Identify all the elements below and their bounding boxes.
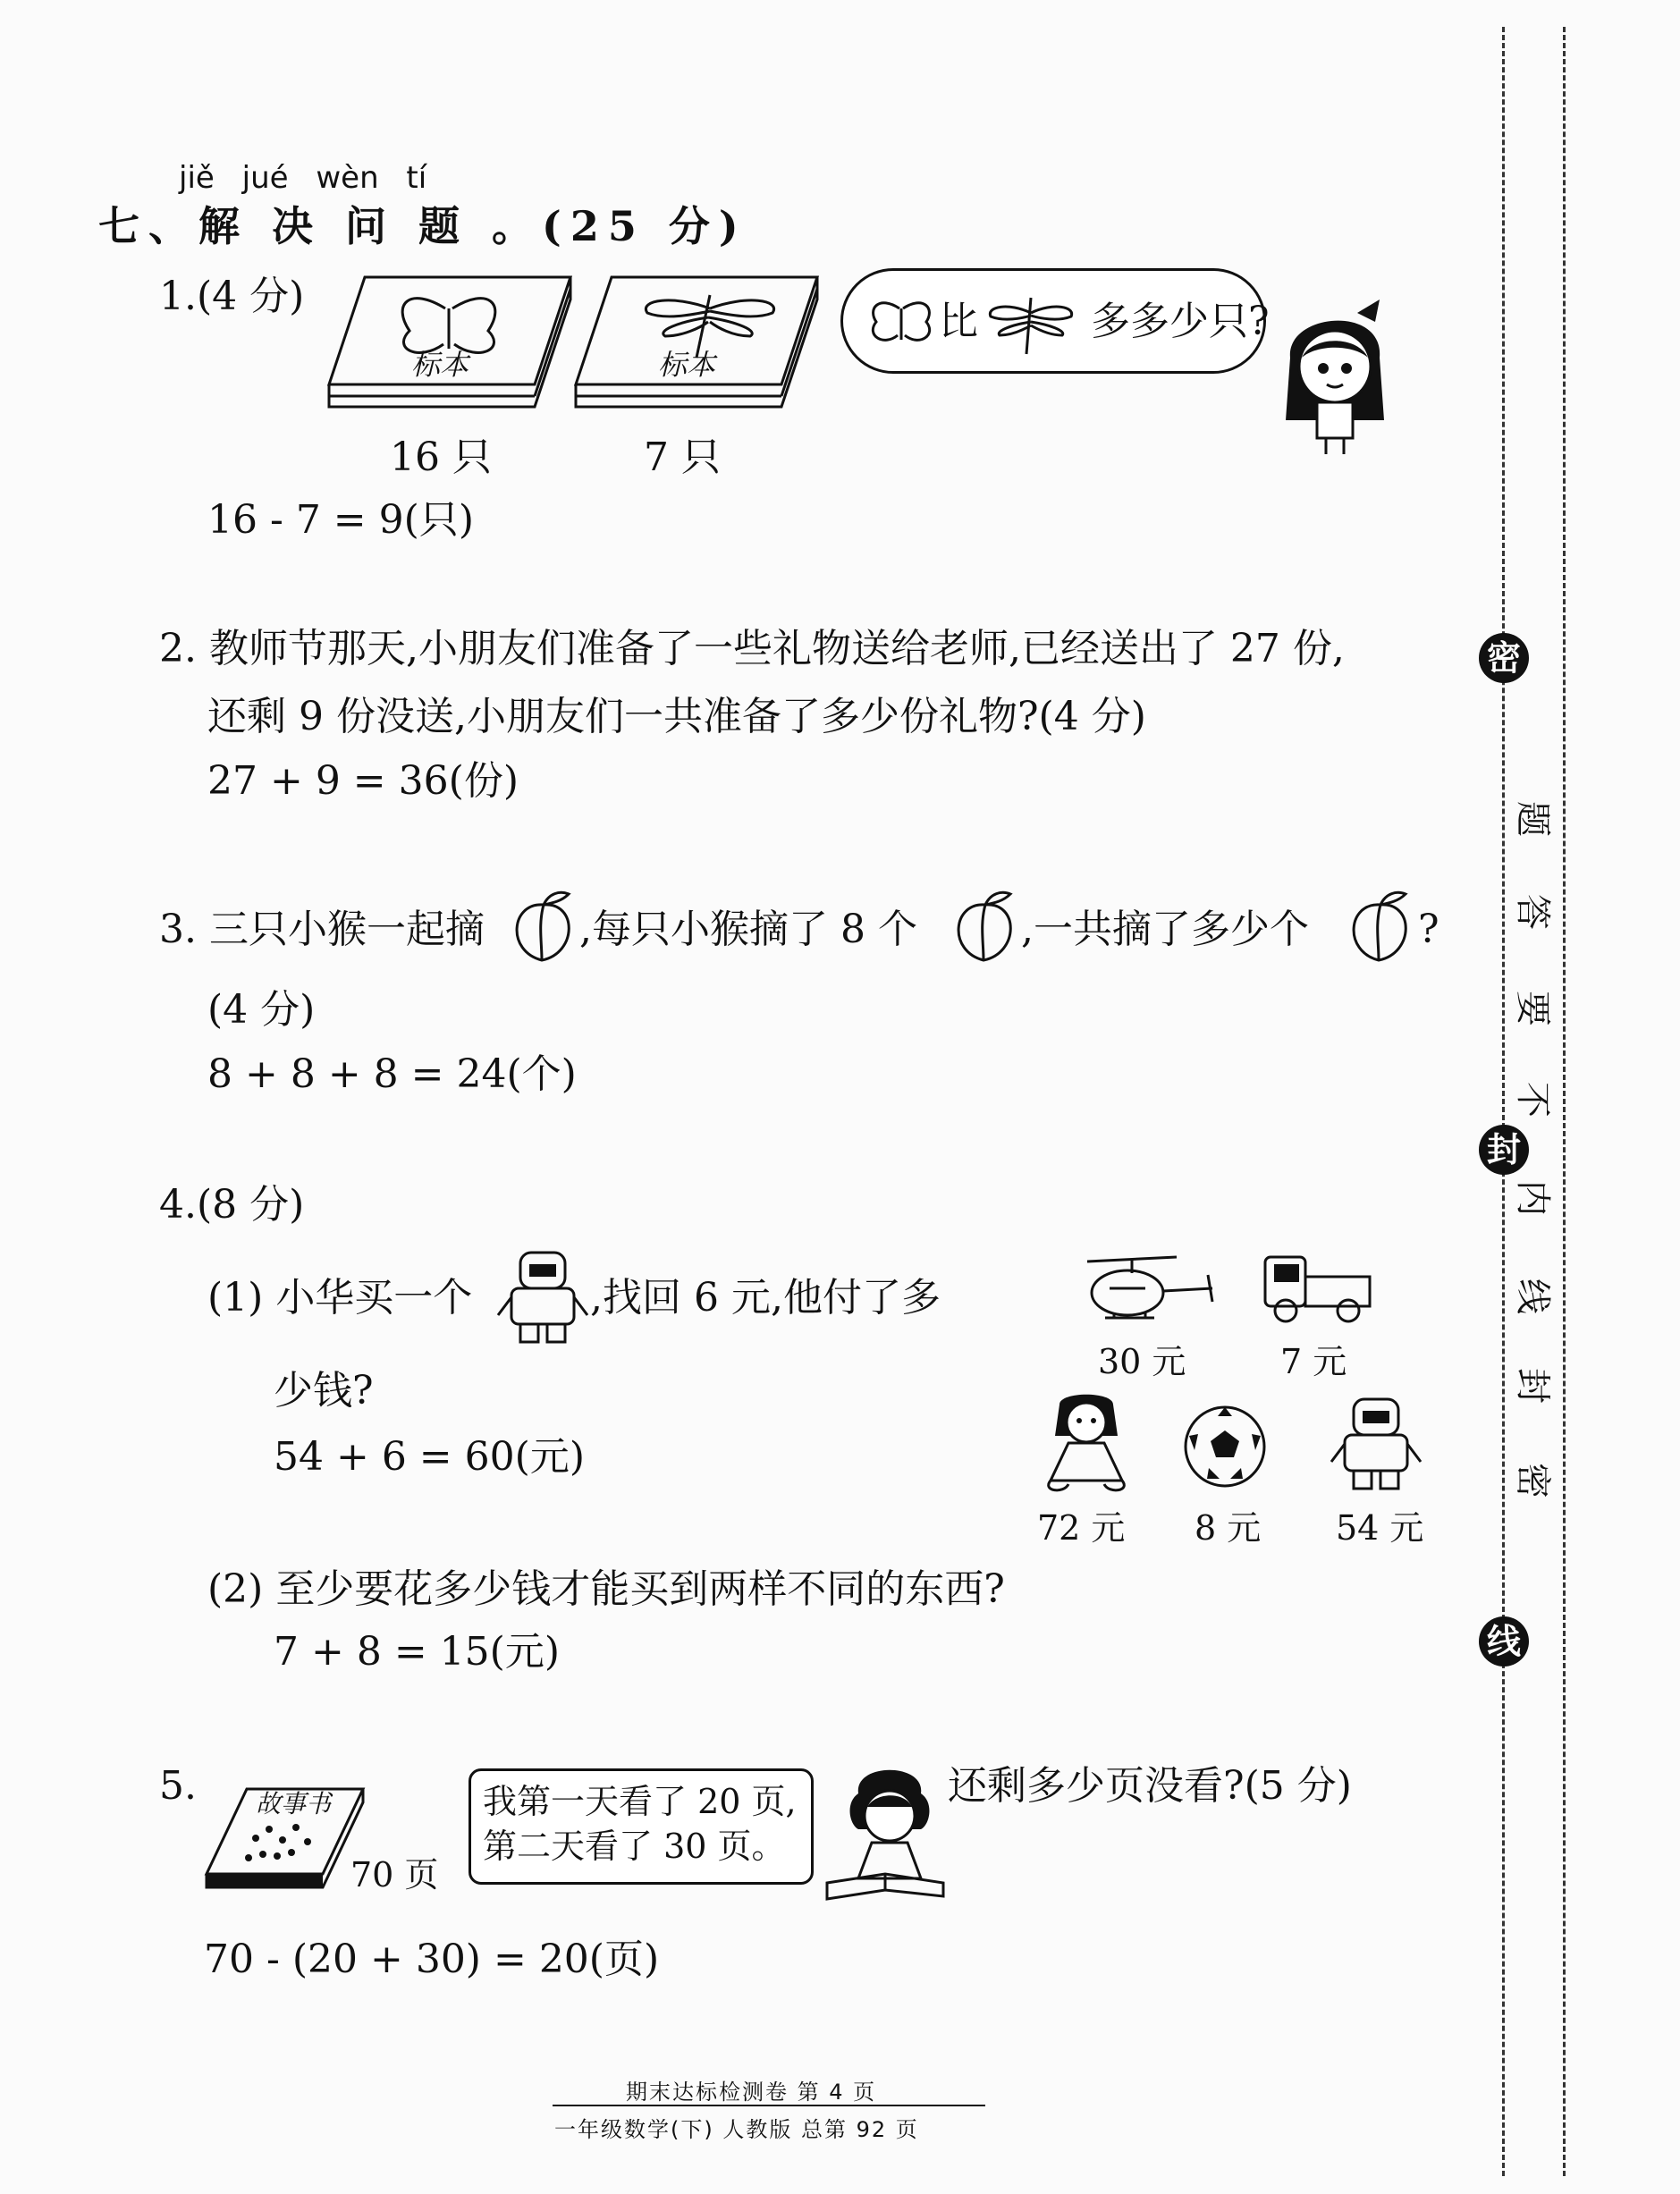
- reading-girl-icon: [823, 1767, 948, 1910]
- price-helicopter: 30 元: [1098, 1342, 1186, 1381]
- q1-book1-label: 标本: [411, 348, 469, 382]
- q4-sub2-text: (2) 至少要花多少钱才能买到两样不同的东西?: [207, 1566, 1005, 1612]
- doll-icon: [1037, 1391, 1135, 1498]
- q4-sub1-answer: 54 + 6 = 60(元): [274, 1434, 585, 1480]
- q3-score: (4 分): [207, 987, 316, 1033]
- margin-notice-char: 题: [1512, 801, 1553, 837]
- margin-notice-char: 内: [1512, 1180, 1553, 1216]
- specimen-book-butterfly-icon: [329, 268, 579, 420]
- soccer-ball-icon: [1182, 1404, 1268, 1489]
- q5-speech-line2: 第二天看了 30 页。: [483, 1827, 786, 1866]
- footer-line2: 一年级数学(下) 人教版 总第 92 页: [554, 2117, 919, 2142]
- q2-line2: 还剩 9 份没送,小朋友们一共准备了多少份礼物?(4 分): [207, 694, 1146, 739]
- seal-line-dashed: [1563, 27, 1566, 2176]
- seal-line-dashed: [1502, 27, 1505, 2176]
- truck-icon: [1261, 1248, 1377, 1329]
- margin-notice-char: 线: [1512, 1278, 1553, 1314]
- q5-answer: 70 - (20 + 30) = 20(页): [204, 1937, 660, 1982]
- q4-sub1-text-b: ,找回 6 元,他付了多: [590, 1275, 941, 1321]
- seal-mark-xian: 线: [1479, 1616, 1529, 1667]
- footer-line1: 期末达标检测卷 第 4 页: [626, 2080, 877, 2105]
- margin-notice-char: 不: [1512, 1082, 1553, 1118]
- footer-divider: [553, 2105, 985, 2106]
- robot-icon: [494, 1248, 592, 1346]
- price-robot: 54 元: [1336, 1508, 1424, 1548]
- q4-sub2-answer: 7 + 8 = 15(元): [274, 1629, 560, 1675]
- butterfly-icon: [865, 295, 937, 349]
- seal-mark-mi: 密: [1479, 633, 1529, 683]
- margin-notice-char: 密: [1512, 1463, 1553, 1498]
- q1-book1-count: 16 只: [390, 435, 492, 480]
- q3-text-part1: 3. 三只小猴一起摘: [159, 907, 485, 952]
- seal-mark-feng: 封: [1479, 1125, 1529, 1175]
- q1-number: 1.(4 分): [159, 274, 305, 319]
- q5-question: 还剩多少页没看?(5 分): [948, 1763, 1352, 1809]
- section-title: 七、解 决 问 题 。(25 分): [98, 202, 747, 250]
- q1-bubble-question: 多多少只?: [1091, 299, 1270, 344]
- q4-number: 4.(8 分): [159, 1182, 305, 1228]
- dragonfly-icon: [982, 293, 1080, 356]
- peach-icon: [1343, 889, 1418, 964]
- margin-notice-char: 答: [1512, 894, 1553, 930]
- q2-answer: 27 + 9 = 36(份): [207, 758, 519, 804]
- q5-book-title: 故事书: [256, 1789, 332, 1818]
- q1-answer: 16 - 7 = 9(只): [207, 497, 474, 543]
- q3-text-part4: ?: [1418, 907, 1439, 952]
- helicopter-icon: [1069, 1248, 1221, 1329]
- price-ball: 8 元: [1195, 1508, 1262, 1548]
- robot-icon: [1327, 1395, 1425, 1493]
- q3-answer: 8 + 8 + 8 = 24(个): [207, 1051, 577, 1097]
- q5-number: 5.: [159, 1763, 197, 1809]
- price-truck: 7 元: [1280, 1342, 1347, 1381]
- margin-notice-char: 要: [1512, 991, 1553, 1026]
- q1-bubble-bi: 比: [939, 299, 978, 344]
- q1-book2-label: 标本: [658, 348, 716, 382]
- girl-icon: [1268, 295, 1402, 456]
- q2-line1: 2. 教师节那天,小朋友们准备了一些礼物送给老师,已经送出了 27 份,: [159, 626, 1345, 671]
- q5-pages: 70 页: [350, 1855, 439, 1894]
- section-pinyin: jiě jué wèn tí: [179, 160, 427, 196]
- q4-sub1-text-c: 少钱?: [274, 1368, 374, 1413]
- q3-text-part2: ,每只小猴摘了 8 个: [579, 907, 917, 952]
- q3-text-part3: ,一共摘了多少个: [1021, 907, 1309, 952]
- price-doll: 72 元: [1037, 1508, 1126, 1548]
- peach-icon: [948, 889, 1023, 964]
- q1-book2-count: 7 只: [644, 435, 721, 480]
- peach-icon: [506, 889, 581, 964]
- q5-speech-line1: 我第一天看了 20 页,: [483, 1782, 797, 1821]
- q4-sub1-text-a: (1) 小华买一个: [207, 1275, 473, 1321]
- specimen-book-dragonfly-icon: [576, 268, 826, 420]
- margin-notice-char: 封: [1512, 1368, 1553, 1404]
